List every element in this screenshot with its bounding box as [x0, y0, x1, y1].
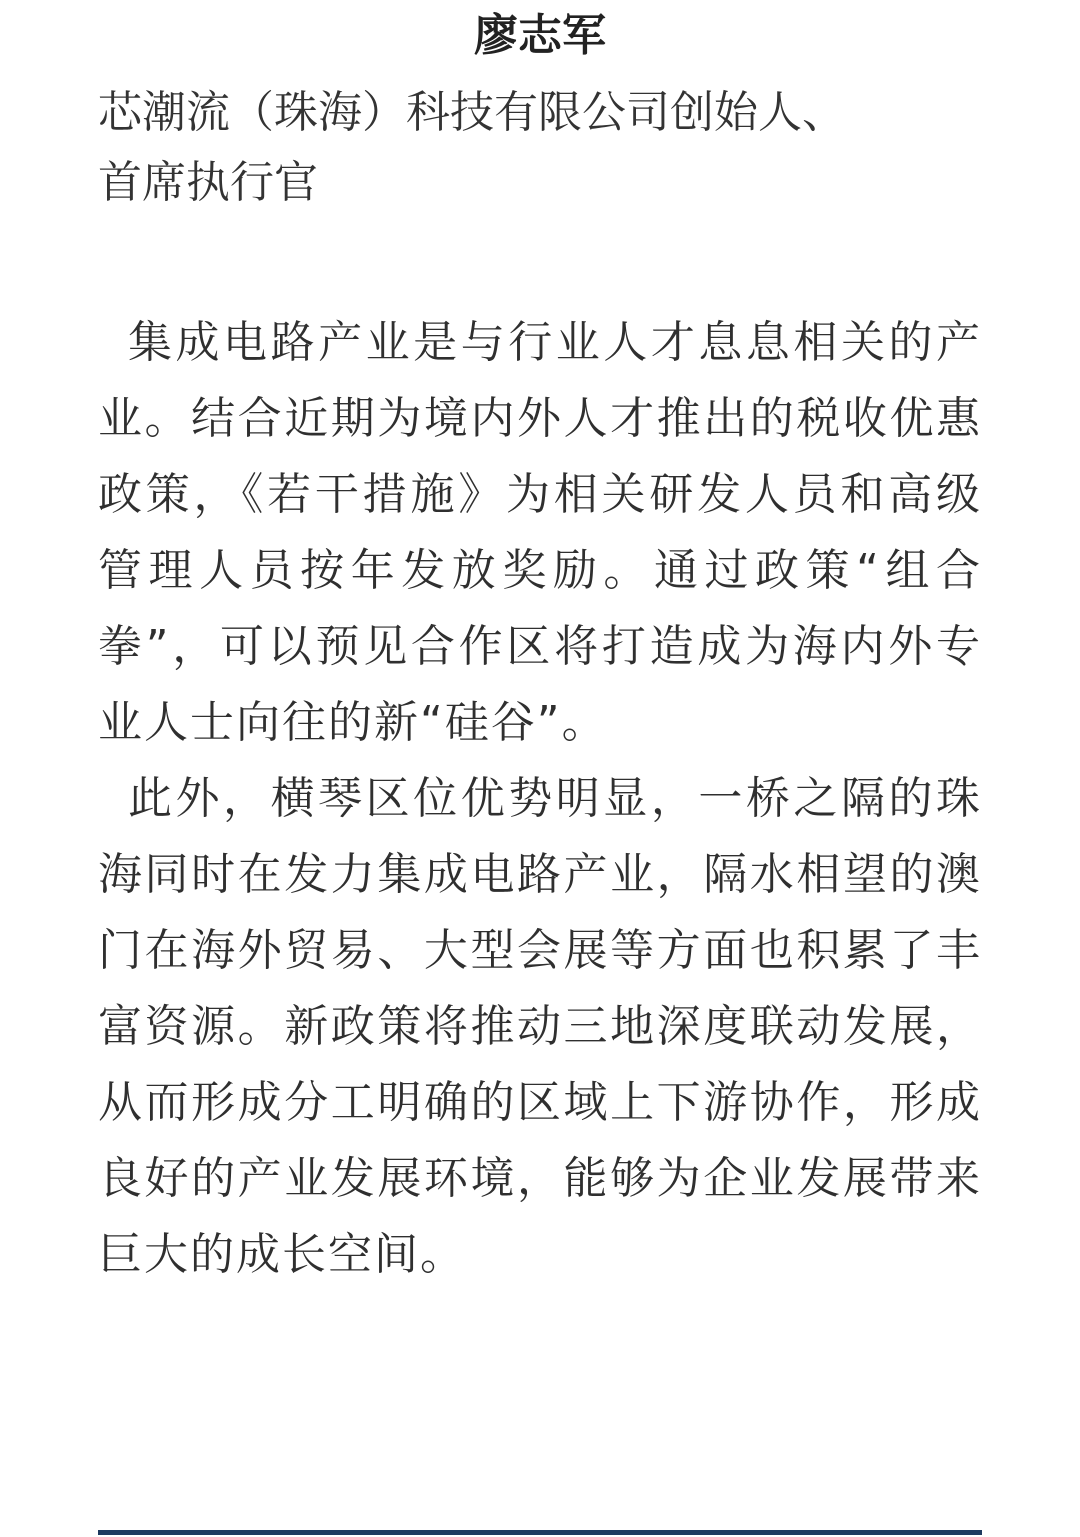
person-title [98, 78, 998, 218]
person-title-line-2: 首席执行官 [98, 157, 318, 208]
article-paragraph-2: 此外，横琴区位优势明显，一桥之隔的珠海同时在发力集成电路产业，隔水相望的澳门在海外贸易、大型会展等方面也积累了丰富资源。新政策将推动三地深度联动发展，从而形成分工明确的区域上下游协作，形成良好的产业发展环境，能够为企业发展带来巨大的成长空间。 [98, 773, 982, 1280]
person-name: 廖志军 [474, 10, 606, 61]
article-body [98, 305, 982, 1293]
person-title-line-1: 芯潮流（珠海）科技有限公司创始人、 [98, 87, 846, 138]
article-paragraph-1: 集成电路产业是与行业人才息息相关的产业。结合近期为境内外人才推出的税收优惠政策，《若干措施》为相关研发人员和高级管理人员按年发放奖励。通过政策“组合拳”，可以预见合作区将打造成为海内外专业人士向往的新“硅谷”。 [98, 317, 982, 748]
bottom-divider [98, 1530, 982, 1535]
